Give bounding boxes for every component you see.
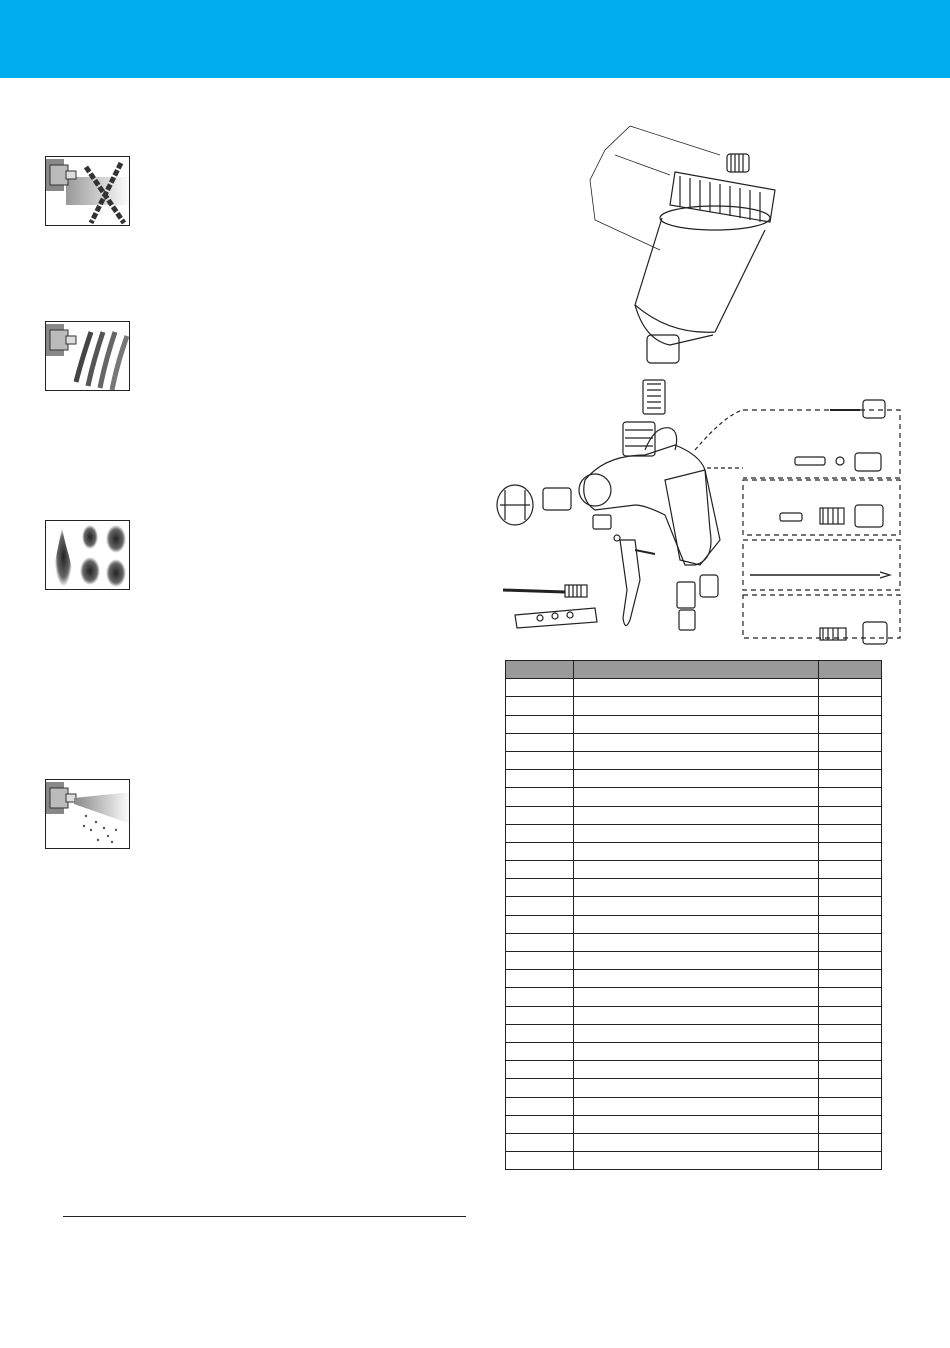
table-row (506, 751, 882, 769)
table-row (506, 861, 882, 879)
table-cell (819, 933, 882, 951)
table-row (506, 824, 882, 842)
table-cell (506, 1152, 574, 1170)
table-row (506, 952, 882, 970)
table-row (506, 1042, 882, 1060)
table-cell (819, 1061, 882, 1079)
spray-x-defect-icon (45, 156, 130, 226)
table-cell (574, 861, 819, 879)
table-cell (506, 970, 574, 988)
table-cell (506, 824, 574, 842)
table-cell (574, 1042, 819, 1060)
table-row (506, 1097, 882, 1115)
table-cell (574, 842, 819, 860)
table-cell (819, 697, 882, 715)
table-row (506, 733, 882, 751)
table-cell (574, 697, 819, 715)
table-cell (574, 770, 819, 788)
table-cell (506, 988, 574, 1006)
table-cell (506, 715, 574, 733)
table-cell (574, 824, 819, 842)
table-cell (574, 1133, 819, 1151)
table-cell (819, 1006, 882, 1024)
table-row (506, 1061, 882, 1079)
table-cell (819, 861, 882, 879)
footer-rule (63, 1216, 466, 1217)
spray-ripple-defect-icon (45, 321, 130, 391)
table-cell (506, 733, 574, 751)
table-row (506, 806, 882, 824)
table-cell (506, 697, 574, 715)
table-row (506, 679, 882, 697)
table-cell (819, 970, 882, 988)
table-cell (574, 751, 819, 769)
table-cell (506, 897, 574, 915)
table-cell (506, 806, 574, 824)
header-band (0, 0, 950, 78)
table-row (506, 842, 882, 860)
table-cell (819, 770, 882, 788)
table-cell (506, 933, 574, 951)
table-cell (819, 1133, 882, 1151)
table-cell (819, 806, 882, 824)
table-row (506, 770, 882, 788)
table-cell (506, 1061, 574, 1079)
table-cell (819, 1024, 882, 1042)
table-cell (506, 1024, 574, 1042)
table-cell (819, 988, 882, 1006)
table-cell (574, 970, 819, 988)
table-cell (819, 879, 882, 897)
table-cell (506, 1042, 574, 1060)
table-cell (574, 679, 819, 697)
table-cell (819, 1079, 882, 1097)
header-cell (819, 661, 882, 679)
table-cell (819, 952, 882, 970)
table-cell (819, 897, 882, 915)
table-row (506, 915, 882, 933)
table-cell (506, 1133, 574, 1151)
parts-table (505, 660, 882, 1170)
table-cell (506, 1097, 574, 1115)
table-cell (819, 1115, 882, 1133)
table-cell (506, 842, 574, 860)
table-cell (574, 1006, 819, 1024)
table-cell (819, 715, 882, 733)
spray-spatter-defect-icon (45, 779, 130, 849)
table-cell (506, 879, 574, 897)
table-row (506, 715, 882, 733)
table-cell (574, 806, 819, 824)
table-row (506, 879, 882, 897)
table-row (506, 1152, 882, 1170)
header-cell (506, 661, 574, 679)
table-row (506, 970, 882, 988)
table-cell (819, 788, 882, 806)
table-cell (506, 1006, 574, 1024)
table-row (506, 1079, 882, 1097)
table-cell (506, 679, 574, 697)
table-cell (574, 952, 819, 970)
table-cell (819, 1097, 882, 1115)
table-cell (506, 770, 574, 788)
table-cell (574, 1024, 819, 1042)
table-row (506, 697, 882, 715)
exploded-spray-gun-diagram (495, 110, 905, 655)
table-cell (819, 751, 882, 769)
table-cell (574, 1152, 819, 1170)
table-cell (574, 1079, 819, 1097)
table-cell (574, 1061, 819, 1079)
table-cell (574, 915, 819, 933)
table-row (506, 933, 882, 951)
table-cell (574, 879, 819, 897)
table-cell (819, 679, 882, 697)
table-cell (574, 897, 819, 915)
table-cell (819, 733, 882, 751)
table-cell (574, 788, 819, 806)
table-cell (574, 988, 819, 1006)
table-cell (574, 715, 819, 733)
table-cell (506, 1115, 574, 1133)
table-row (506, 1024, 882, 1042)
table-row (506, 788, 882, 806)
table-cell (819, 915, 882, 933)
table-cell (574, 733, 819, 751)
table-row (506, 1115, 882, 1133)
header-cell (574, 661, 819, 679)
table-row (506, 1006, 882, 1024)
table-row (506, 988, 882, 1006)
spray-pattern-shapes-icon (45, 520, 130, 590)
table-cell (506, 861, 574, 879)
table-cell (506, 952, 574, 970)
table-row (506, 1133, 882, 1151)
table-cell (506, 915, 574, 933)
table-cell (574, 933, 819, 951)
table-cell (819, 842, 882, 860)
table-cell (574, 1115, 819, 1133)
table-header-row (506, 661, 882, 679)
table-cell (819, 1042, 882, 1060)
table-cell (819, 824, 882, 842)
table-cell (506, 1079, 574, 1097)
table-row (506, 897, 882, 915)
table-cell (819, 1152, 882, 1170)
table-cell (506, 788, 574, 806)
table-cell (574, 1097, 819, 1115)
table-cell (506, 751, 574, 769)
